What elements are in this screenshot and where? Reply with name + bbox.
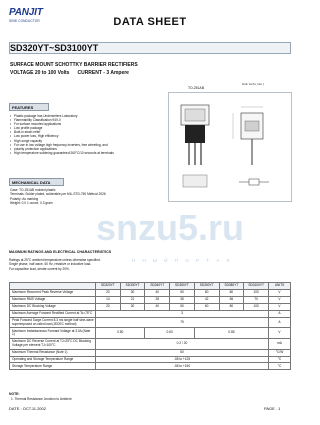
logo-text: PANJIT <box>9 7 43 18</box>
feature-item: • High surge capacity <box>10 139 128 143</box>
value-cell: 80 <box>219 303 244 310</box>
column-header: SD360YT <box>194 283 219 290</box>
table-row <box>10 310 291 317</box>
table-row <box>10 363 291 370</box>
value-cell: -55 to +125 <box>96 356 269 363</box>
parameter-cell: Maximum DC Blocking Voltage <box>10 303 96 310</box>
unit-cell: °C <box>269 356 291 363</box>
unit-cell: °C/W <box>269 349 291 356</box>
column-header: UNITS <box>269 283 291 290</box>
feature-item: • Flammability Classification 94V-0 <box>10 118 128 122</box>
ratings-table <box>9 282 291 370</box>
watermark-subtext: Н Н Ы Й П О Р Т А Л <box>132 258 233 263</box>
feature-item: • Low power loss, High efficiency <box>10 134 128 138</box>
value-cell: 0.50 <box>96 328 145 339</box>
mechanical-item: Case: TO-251AB molded plastic <box>10 188 56 192</box>
footprint-view <box>183 175 207 187</box>
value-cell: 21 <box>120 296 145 303</box>
value-cell: 42 <box>194 296 219 303</box>
value-cell: 100 <box>244 289 269 296</box>
watermark-text: snzu5.ru <box>96 207 245 248</box>
voltage-range: VOLTAGE 20 to 100 Volts <box>10 70 70 76</box>
package-label: TO-251AB <box>188 86 204 90</box>
value-cell: 50 <box>170 303 195 310</box>
value-cell: 80 <box>219 289 244 296</box>
value-cell: 70 <box>244 296 269 303</box>
feature-item: • High temperature soldering guaranteed:260°C/10 seconds at terminals <box>10 151 128 155</box>
features-list <box>10 114 128 155</box>
value-cell: 35 <box>170 296 195 303</box>
unit-cell: °C <box>269 363 291 370</box>
package-outline-svg <box>169 93 293 203</box>
feature-item: • Low profile package <box>10 126 128 130</box>
logo-subtext: SEMI CONDUCTOR <box>9 19 40 23</box>
parameter-cell: Maximum Thermal Resistance (Note 1) <box>10 349 96 356</box>
value-cell: 75 <box>96 317 269 328</box>
table-row <box>10 328 291 339</box>
unit-cell: V <box>269 296 291 303</box>
parameter-cell: Maximum DC Reverse Current at TJ=25°C DC Blocking Voltage per element TJ=100°C <box>10 338 96 349</box>
document-title: DATA SHEET <box>113 16 187 28</box>
watermark-logo <box>90 200 250 252</box>
value-cell: 3 <box>96 310 269 317</box>
ratings-heading: MAXIMUM RATINGS AND ELECTRICAL CHARACTERISTICS <box>9 250 112 254</box>
ratings-note: For capacitive load, derate current by 20%. <box>9 266 70 271</box>
ratings-notes <box>9 258 209 271</box>
unit-cell: V <box>269 303 291 310</box>
value-cell: 100 <box>244 303 269 310</box>
parameter-cell: Maximum Average Forward Rectified Current at Tc=75°C <box>10 310 96 317</box>
package-tab <box>185 109 205 121</box>
value-cell: 14 <box>96 296 121 303</box>
value-cell: 40 <box>145 303 170 310</box>
column-header: SD330YT <box>120 283 145 290</box>
feature-item: • Built-in strain relief <box>10 130 128 134</box>
parameter-cell: Storage Temperature Range <box>10 363 96 370</box>
parameter-cell: Operating and Storage Temperature Range <box>10 356 96 363</box>
unit-cell: V <box>269 289 291 296</box>
value-cell: 20 <box>96 289 121 296</box>
table-row <box>10 296 291 303</box>
note-text: 1. Thermal Resistance Junction to Ambient <box>11 397 72 401</box>
value-cell: 28 <box>145 296 170 303</box>
side-view-tab <box>245 121 259 131</box>
footer-page: PAGE . 1 <box>264 406 281 411</box>
parameter-cell: Maximum RMS Voltage <box>10 296 96 303</box>
ratings-table-header <box>10 283 291 290</box>
unit-cell: A <box>269 317 291 328</box>
unit-cell: A <box>269 310 291 317</box>
diode-symbol <box>249 179 259 185</box>
table-row <box>10 303 291 310</box>
mechanical-item: Polarity: As marking <box>10 196 39 201</box>
value-cell: 0.63 <box>145 328 194 339</box>
package-body <box>185 125 205 143</box>
feature-item: • For use in low voltage high frequency inverters, free wheeling, and <box>10 143 128 147</box>
feature-item: • polarity protection applications <box>10 147 128 151</box>
mechanical-item: Terminals: Solder plated, solderable per MIL-STD-750 Method 2026 <box>10 192 106 197</box>
package-drawing <box>168 92 292 202</box>
parameter-cell: Peak Forward Surge Current 8.3 ms single half sine-wave superimposed on rated load (JEDEC method) <box>10 317 96 328</box>
ratings-header-row <box>10 283 291 290</box>
note-title: NOTE: <box>9 392 20 396</box>
voltage-current-line <box>10 70 129 76</box>
table-row <box>10 317 291 328</box>
value-cell: 60 <box>96 349 269 356</box>
value-cell: 20 <box>96 303 121 310</box>
table-row <box>10 356 291 363</box>
column-header: SD350YT <box>170 283 195 290</box>
table-row <box>10 338 291 349</box>
ratings-table-body <box>10 289 291 369</box>
column-header: SD3100YT <box>244 283 269 290</box>
value-cell: -55 to +150 <box>96 363 269 370</box>
column-header: SD380YT <box>219 283 244 290</box>
part-number-title: SD320YT~SD3100YT <box>10 43 99 53</box>
table-row <box>10 289 291 296</box>
value-cell: 56 <box>219 296 244 303</box>
part-subtitle: SURFACE MOUNT SCHOTTKY BARRIER RECTIFIERS <box>10 62 138 68</box>
value-cell: 40 <box>145 289 170 296</box>
column-header: SD340YT <box>145 283 170 290</box>
current-rating: CURRENT - 3 Ampere <box>77 70 129 76</box>
feature-item: • For surface mounted applications <box>10 122 128 126</box>
table-row <box>10 349 291 356</box>
column-header: SD320YT <box>96 283 121 290</box>
unit-cell: V <box>269 328 291 339</box>
parameter-cell: Maximum Recurrent Peak Reverse Voltage <box>10 289 96 296</box>
unit-label: Unit: inch ( mm ) <box>242 82 265 86</box>
value-cell: 60 <box>194 303 219 310</box>
value-cell: 0.85 <box>194 328 268 339</box>
column-header <box>10 283 96 290</box>
unit-cell: mA <box>269 338 291 349</box>
value-cell: 30 <box>120 289 145 296</box>
feature-item: • Plastic package has Underwriters Laboratory <box>10 114 128 118</box>
value-cell: 0.2 / 20 <box>96 338 269 349</box>
mechanical-heading: MECHANICAL DATA <box>9 178 64 186</box>
ratings-note: Single phase, half wave, 60 Hz, resistive or inductive load. <box>9 262 92 267</box>
features-heading: FEATURES <box>9 103 49 111</box>
value-cell: 30 <box>120 303 145 310</box>
mechanical-item: Weight: 0.0 1 ounce, 0.3 gram <box>10 201 53 206</box>
ratings-note: Ratings at 25°C ambient temperature unless otherwise specified. <box>9 258 101 262</box>
parameter-cell: Maximum Instantaneous Forward Voltage at 3.0A (Note 1) <box>10 328 96 339</box>
footer-date: DATE : OCT.11.2002 <box>9 406 46 411</box>
value-cell: 60 <box>194 289 219 296</box>
value-cell: 50 <box>170 289 195 296</box>
